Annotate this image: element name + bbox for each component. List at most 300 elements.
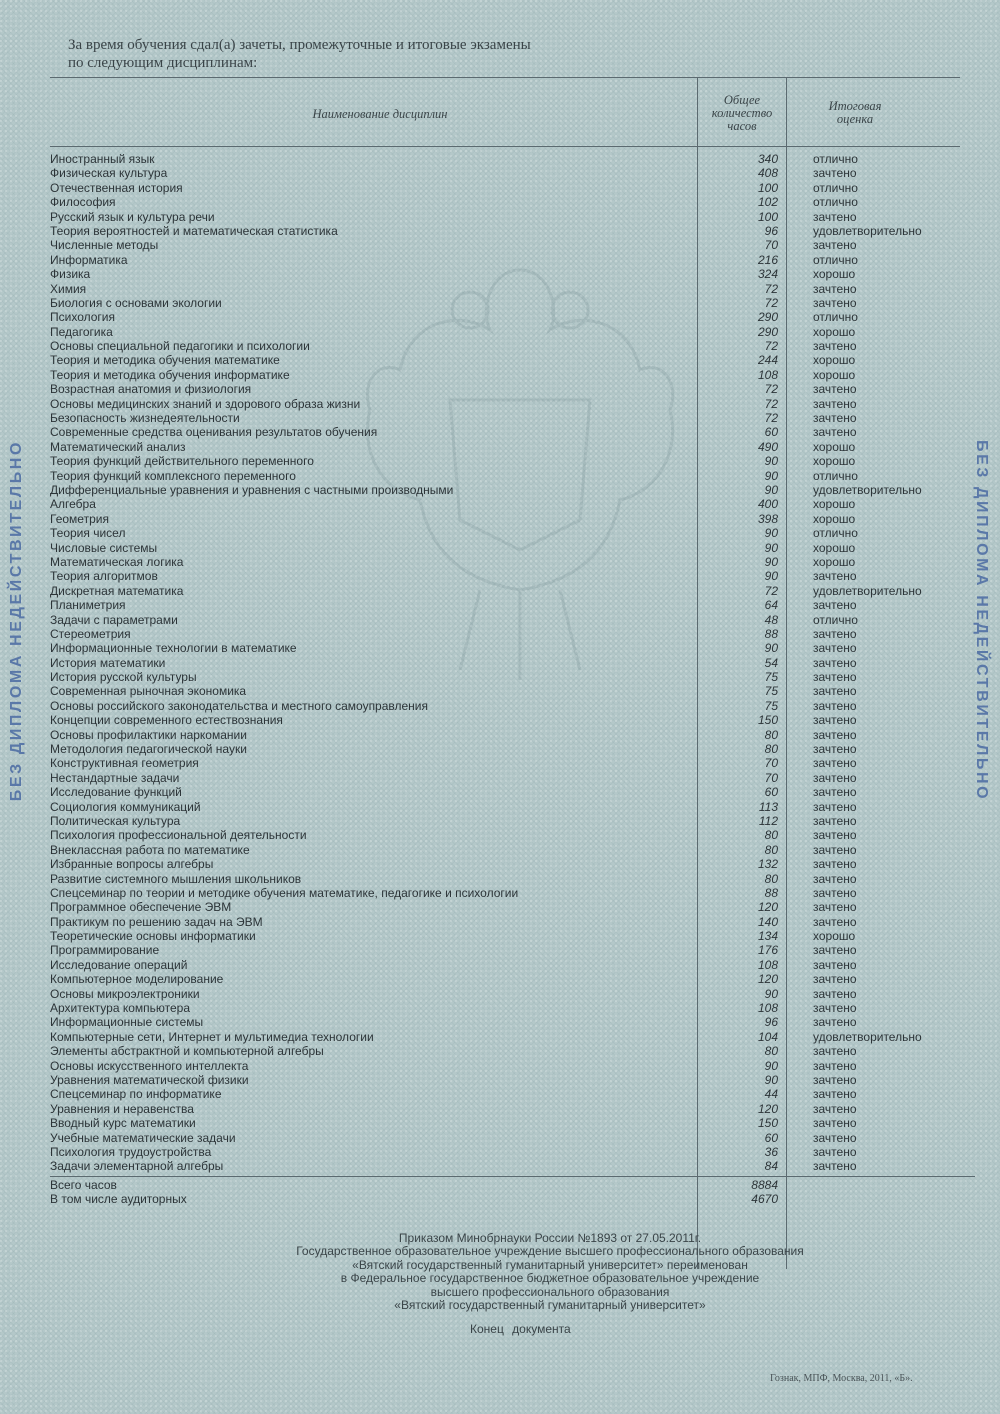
discipline-hours: 80 bbox=[764, 842, 778, 857]
discipline-hours: 36 bbox=[764, 1144, 778, 1159]
discipline-grade: зачтено bbox=[813, 957, 857, 972]
discipline-name: Теория и методика обучения информатике bbox=[50, 367, 290, 382]
totals-row bbox=[50, 1192, 950, 1206]
header-top-rule bbox=[50, 77, 960, 78]
discipline-hours: 102 bbox=[757, 195, 778, 210]
discipline-grade: хорошо bbox=[813, 367, 856, 382]
discipline-hours: 72 bbox=[764, 396, 778, 411]
discipline-hours: 80 bbox=[764, 1044, 778, 1059]
discipline-grade: зачтено bbox=[813, 943, 857, 958]
table-row bbox=[50, 411, 950, 425]
discipline-name: Теория чисел bbox=[50, 526, 126, 541]
header-bottom-rule bbox=[50, 146, 960, 147]
table-row bbox=[50, 972, 950, 986]
discipline-name: Теория вероятностей и математическая статистика bbox=[50, 223, 338, 238]
discipline-grade: зачтено bbox=[813, 770, 857, 785]
discipline-hours: 84 bbox=[764, 1159, 778, 1174]
table-row bbox=[50, 987, 950, 1001]
table-row bbox=[50, 943, 950, 957]
discipline-hours: 132 bbox=[757, 857, 778, 872]
discipline-grade: зачтено bbox=[813, 813, 857, 828]
discipline-grade: зачтено bbox=[813, 972, 857, 987]
discipline-name: Возрастная анатомия и физиология bbox=[50, 382, 252, 397]
discipline-hours: 80 bbox=[764, 828, 778, 843]
table-row bbox=[50, 728, 950, 742]
totals-row bbox=[50, 1178, 950, 1192]
discipline-hours: 340 bbox=[757, 152, 778, 166]
discipline-grade: зачтено bbox=[813, 914, 857, 929]
footer-line: «Вятский государственный гуманитарный университет» bbox=[394, 1298, 706, 1313]
discipline-hours: 244 bbox=[757, 353, 778, 368]
intro-line-1: За время обучения сдал(а) зачеты, промежуточные и итоговые экзамены bbox=[68, 37, 531, 53]
discipline-hours: 90 bbox=[764, 454, 778, 469]
table-row bbox=[50, 397, 950, 411]
footer-note bbox=[180, 1232, 920, 1312]
discipline-hours: 398 bbox=[757, 511, 778, 526]
table-row bbox=[50, 1001, 950, 1015]
discipline-grade: зачтено bbox=[813, 396, 857, 411]
discipline-name: Алгебра bbox=[50, 497, 96, 512]
table-row bbox=[50, 526, 950, 540]
discipline-name: Психология профессиональной деятельности bbox=[50, 828, 307, 843]
discipline-name: История русской культуры bbox=[50, 670, 197, 685]
discipline-name: Отечественная история bbox=[50, 180, 183, 195]
discipline-hours: 60 bbox=[764, 1130, 778, 1145]
discipline-hours: 60 bbox=[764, 785, 778, 800]
discipline-hours: 96 bbox=[764, 223, 778, 238]
table-row bbox=[50, 886, 950, 900]
discipline-hours: 290 bbox=[757, 310, 778, 325]
discipline-name: Основы профилактики наркомании bbox=[50, 727, 247, 742]
table-row bbox=[50, 339, 950, 353]
discipline-name: Задачи с параметрами bbox=[50, 612, 178, 627]
table-row bbox=[50, 872, 950, 886]
table-row bbox=[50, 555, 950, 569]
discipline-name: Геометрия bbox=[50, 511, 109, 526]
discipline-grade: зачтено bbox=[813, 1130, 857, 1145]
discipline-grade: удовлетворительно bbox=[813, 1029, 922, 1044]
table-row bbox=[50, 1145, 950, 1159]
discipline-grade: хорошо bbox=[813, 497, 856, 512]
discipline-name: Исследование операций bbox=[50, 957, 188, 972]
totals-label: В том числе аудиторных bbox=[50, 1192, 187, 1207]
discipline-hours: 90 bbox=[764, 468, 778, 483]
discipline-grade: зачтено bbox=[813, 742, 857, 757]
discipline-grade: хорошо bbox=[813, 439, 856, 454]
footer-line: Приказом Минобрнауки России №1893 от 27.05.2011г. bbox=[398, 1231, 702, 1245]
discipline-name: Численные методы bbox=[50, 238, 159, 253]
discipline-name: Методология педагогической науки bbox=[50, 742, 247, 757]
discipline-hours: 75 bbox=[764, 684, 778, 699]
discipline-grade: хорошо bbox=[813, 511, 856, 526]
discipline-name: Основы искусственного интеллекта bbox=[50, 1058, 249, 1073]
discipline-hours: 108 bbox=[757, 1001, 778, 1016]
discipline-hours: 104 bbox=[757, 1029, 778, 1044]
table-row bbox=[50, 1073, 950, 1087]
table-row bbox=[50, 1015, 950, 1029]
discipline-grade: зачтено bbox=[813, 238, 857, 253]
discipline-grade: зачтено bbox=[813, 986, 857, 1001]
footer-line: высшего профессионального образования bbox=[430, 1284, 670, 1299]
discipline-grade: зачтено bbox=[813, 382, 857, 397]
discipline-grade: зачтено bbox=[813, 1058, 857, 1073]
discipline-hours: 72 bbox=[764, 295, 778, 310]
discipline-name: Политическая культура bbox=[50, 813, 181, 828]
discipline-name: Русский язык и культура речи bbox=[50, 209, 215, 224]
discipline-grade: удовлетворительно bbox=[813, 482, 922, 497]
discipline-name: Педагогика bbox=[50, 324, 113, 339]
discipline-name: История математики bbox=[50, 655, 166, 670]
discipline-grade: удовлетворительно bbox=[813, 223, 922, 238]
table-row bbox=[50, 1159, 950, 1173]
table-row bbox=[50, 598, 950, 612]
validity-notice-left: БЕЗ ДИПЛОМА НЕДЕЙСТВИТЕЛЬНО bbox=[8, 440, 25, 802]
discipline-grade: зачтено bbox=[813, 670, 857, 685]
table-row bbox=[50, 382, 950, 396]
discipline-grade: зачтено bbox=[813, 598, 857, 613]
discipline-name: Информационные системы bbox=[50, 1015, 204, 1030]
footer-line: «Вятский государственный гуманитарный университет» переименован bbox=[352, 1257, 748, 1272]
discipline-grade: зачтено bbox=[813, 785, 857, 800]
totals-rule bbox=[50, 1176, 975, 1177]
discipline-hours: 490 bbox=[757, 439, 778, 454]
discipline-hours: 290 bbox=[757, 324, 778, 339]
discipline-name: Практикум по решению задач на ЭВМ bbox=[50, 914, 263, 929]
discipline-grade: зачтено bbox=[813, 857, 857, 872]
discipline-name: Химия bbox=[50, 281, 87, 296]
discipline-name: Теоретические основы информатики bbox=[50, 929, 256, 944]
table-row bbox=[50, 742, 950, 756]
discipline-hours: 48 bbox=[764, 612, 778, 627]
discipline-name: Современная рыночная экономика bbox=[50, 684, 247, 699]
discipline-name: Программное обеспечение ЭВМ bbox=[50, 900, 232, 915]
discipline-name: Философия bbox=[50, 195, 116, 210]
discipline-name: Компьютерные сети, Интернет и мультимедиа технологии bbox=[50, 1029, 374, 1044]
table-row bbox=[50, 310, 950, 324]
discipline-name: Архитектура компьютера bbox=[50, 1001, 191, 1016]
discipline-grade: зачтено bbox=[813, 871, 857, 886]
discipline-grade: зачтено bbox=[813, 1101, 857, 1116]
discipline-hours: 150 bbox=[757, 713, 778, 728]
table-row bbox=[50, 613, 950, 627]
discipline-hours: 90 bbox=[764, 554, 778, 569]
table-row bbox=[50, 584, 950, 598]
table-row bbox=[50, 1131, 950, 1145]
discipline-grade: зачтено bbox=[813, 339, 857, 354]
discipline-hours: 60 bbox=[764, 425, 778, 440]
totals-hours: 8884 bbox=[751, 1178, 778, 1192]
discipline-grade: отлично bbox=[813, 252, 858, 267]
discipline-name: Информационные технологии в математике bbox=[50, 641, 297, 656]
discipline-name: Основы российского законодательства и местного самоуправления bbox=[50, 698, 429, 713]
discipline-hours: 120 bbox=[757, 972, 778, 987]
discipline-name: Математическая логика bbox=[50, 554, 184, 569]
discipline-name: Физическая культура bbox=[50, 166, 168, 181]
discipline-hours: 44 bbox=[764, 1087, 778, 1102]
table-row bbox=[50, 814, 950, 828]
discipline-hours: 75 bbox=[764, 670, 778, 685]
discipline-name: Информатика bbox=[50, 252, 128, 267]
discipline-grade: отлично bbox=[813, 180, 858, 195]
table-row bbox=[50, 670, 950, 684]
discipline-hours: 70 bbox=[764, 770, 778, 785]
discipline-name: Математический анализ bbox=[50, 439, 186, 454]
printer-imprint: Гознак, МПФ, Москва, 2011, «Б». bbox=[770, 1373, 913, 1384]
discipline-grade: зачтено bbox=[813, 1044, 857, 1059]
discipline-name: Биология с основами экологии bbox=[50, 295, 222, 310]
table-row bbox=[50, 353, 950, 367]
discipline-hours: 72 bbox=[764, 281, 778, 296]
discipline-hours: 90 bbox=[764, 540, 778, 555]
discipline-grade: зачтено bbox=[813, 641, 857, 656]
table-row bbox=[50, 166, 950, 180]
discipline-hours: 90 bbox=[764, 526, 778, 541]
discipline-hours: 90 bbox=[764, 986, 778, 1001]
discipline-grade: хорошо bbox=[813, 324, 856, 339]
discipline-grade: зачтено bbox=[813, 727, 857, 742]
discipline-name: Физика bbox=[50, 267, 91, 282]
discipline-name: Нестандартные задачи bbox=[50, 770, 180, 785]
table-row bbox=[50, 656, 950, 670]
discipline-grade: зачтено bbox=[813, 425, 857, 440]
discipline-hours: 72 bbox=[764, 583, 778, 598]
discipline-hours: 408 bbox=[757, 166, 778, 181]
discipline-hours: 96 bbox=[764, 1015, 778, 1030]
discipline-hours: 90 bbox=[764, 482, 778, 497]
discipline-grade: зачтено bbox=[813, 1015, 857, 1030]
discipline-hours: 72 bbox=[764, 339, 778, 354]
discipline-name: Конструктивная геометрия bbox=[50, 756, 199, 771]
intro-line-2: по следующим дисциплинам: bbox=[68, 55, 258, 71]
discipline-grade: зачтено bbox=[813, 900, 857, 915]
discipline-name: Основы специальной педагогики и психологии bbox=[50, 339, 310, 354]
table-row bbox=[50, 756, 950, 770]
totals-label: Всего часов bbox=[50, 1178, 117, 1192]
table-row bbox=[50, 771, 950, 785]
discipline-hours: 400 bbox=[757, 497, 778, 512]
discipline-hours: 324 bbox=[757, 267, 778, 282]
footer-line: Государственное образовательное учреждение высшего профессионального образования bbox=[296, 1244, 804, 1259]
discipline-name: Дифференциальные уравнения и уравнения с частными производными bbox=[50, 482, 454, 497]
discipline-hours: 100 bbox=[757, 209, 778, 224]
discipline-hours: 108 bbox=[757, 367, 778, 382]
discipline-grade: зачтено bbox=[813, 1073, 857, 1087]
discipline-grade: хорошо bbox=[813, 540, 856, 555]
discipline-name: Теория алгоритмов bbox=[50, 569, 158, 584]
discipline-grade: хорошо bbox=[813, 267, 856, 282]
totals-hours: 4670 bbox=[751, 1192, 778, 1207]
table-row bbox=[50, 296, 950, 310]
discipline-name: Современные средства оценивания результатов обучения bbox=[50, 425, 378, 440]
discipline-grade: зачтено bbox=[813, 1116, 857, 1131]
discipline-hours: 75 bbox=[764, 698, 778, 713]
discipline-name: Иностранный язык bbox=[50, 152, 155, 166]
table-row bbox=[50, 152, 950, 166]
table-row bbox=[50, 1044, 950, 1058]
discipline-hours: 120 bbox=[757, 900, 778, 915]
discipline-name: Элементы абстрактной и компьютерной алгебры bbox=[50, 1044, 324, 1059]
discipline-name: Концепции современного естествознания bbox=[50, 713, 283, 728]
discipline-name: Программирование bbox=[50, 943, 160, 958]
discipline-grade: зачтено bbox=[813, 799, 857, 814]
table-row bbox=[50, 785, 950, 799]
discipline-name: Уравнения и неравенства bbox=[50, 1101, 194, 1116]
discipline-grade: зачтено bbox=[813, 1144, 857, 1159]
discipline-grade: отлично bbox=[813, 526, 858, 541]
discipline-name: Психология трудоустройства bbox=[50, 1144, 212, 1159]
discipline-grade: хорошо bbox=[813, 454, 856, 469]
discipline-name: Безопасность жизнедеятельности bbox=[50, 411, 240, 426]
discipline-name: Внеклассная работа по математике bbox=[50, 842, 250, 857]
header-name: Наименование дисциплин bbox=[312, 107, 448, 121]
discipline-name: Спецсеминар по теории и методике обучения математике, педагогике и психологии bbox=[50, 885, 519, 900]
discipline-hours: 120 bbox=[757, 1101, 778, 1116]
table-row bbox=[50, 1116, 950, 1130]
header-hours: Общее количество часов bbox=[711, 93, 773, 133]
discipline-name: Основы микроэлектроники bbox=[50, 986, 200, 1001]
discipline-name: Развитие системного мышления школьников bbox=[50, 871, 302, 886]
discipline-hours: 70 bbox=[764, 238, 778, 253]
table-row bbox=[50, 800, 950, 814]
table-row bbox=[50, 915, 950, 929]
table-row bbox=[50, 469, 950, 483]
discipline-grade: зачтено bbox=[813, 713, 857, 728]
table-row bbox=[50, 224, 950, 238]
discipline-name: Теория функций действительного переменного bbox=[50, 454, 314, 469]
discipline-hours: 88 bbox=[764, 885, 778, 900]
discipline-grade: зачтено bbox=[813, 756, 857, 771]
discipline-grade: хорошо bbox=[813, 554, 856, 569]
table-row bbox=[50, 684, 950, 698]
table-row bbox=[50, 267, 950, 281]
discipline-grade: зачтено bbox=[813, 655, 857, 670]
discipline-grade: зачтено bbox=[813, 885, 857, 900]
totals-block bbox=[50, 1178, 950, 1207]
discipline-hours: 88 bbox=[764, 626, 778, 641]
table-row bbox=[50, 541, 950, 555]
discipline-grade: зачтено bbox=[813, 166, 857, 181]
discipline-grade: зачтено bbox=[813, 1087, 857, 1102]
table-row bbox=[50, 210, 950, 224]
discipline-hours: 140 bbox=[757, 914, 778, 929]
discipline-name: Дискретная математика bbox=[50, 583, 184, 598]
table-row bbox=[50, 929, 950, 943]
discipline-grade: зачтено bbox=[813, 698, 857, 713]
discipline-grade: отлично bbox=[813, 195, 858, 210]
discipline-grade: зачтено bbox=[813, 684, 857, 699]
discipline-grade: зачтено bbox=[813, 411, 857, 426]
table-row bbox=[50, 958, 950, 972]
table-row bbox=[50, 238, 950, 252]
table-row bbox=[50, 512, 950, 526]
discipline-grade: отлично bbox=[813, 152, 858, 166]
discipline-hours: 108 bbox=[757, 957, 778, 972]
discipline-grade: зачтено bbox=[813, 281, 857, 296]
table-row bbox=[50, 900, 950, 914]
discipline-grade: удовлетворительно bbox=[813, 583, 922, 598]
table-row bbox=[50, 497, 950, 511]
table-row bbox=[50, 641, 950, 655]
discipline-hours: 112 bbox=[758, 813, 778, 828]
discipline-grade: зачтено bbox=[813, 626, 857, 641]
discipline-grade: зачтено bbox=[813, 209, 857, 224]
table-row bbox=[50, 1059, 950, 1073]
table-row bbox=[50, 253, 950, 267]
discipline-name: Задачи элементарной алгебры bbox=[50, 1159, 224, 1174]
table-row bbox=[50, 440, 950, 454]
discipline-hours: 100 bbox=[757, 180, 778, 195]
table-row bbox=[50, 1102, 950, 1116]
table-row bbox=[50, 627, 950, 641]
discipline-name: Психология bbox=[50, 310, 115, 325]
discipline-name: Стереометрия bbox=[50, 626, 131, 641]
discipline-grade: зачтено bbox=[813, 295, 857, 310]
table-row bbox=[50, 843, 950, 857]
intro-text bbox=[68, 36, 668, 72]
validity-notice-right: БЕЗ ДИПЛОМА НЕДЕЙСТВИТЕЛЬНО bbox=[973, 440, 990, 802]
table-row bbox=[50, 857, 950, 871]
discipline-hours: 113 bbox=[758, 799, 778, 814]
table-row bbox=[50, 195, 950, 209]
discipline-hours: 80 bbox=[764, 742, 778, 757]
table-row bbox=[50, 1087, 950, 1101]
discipline-hours: 80 bbox=[764, 871, 778, 886]
table-row bbox=[50, 713, 950, 727]
table-row bbox=[50, 569, 950, 583]
end-of-document: Конец документа bbox=[470, 1322, 571, 1336]
discipline-hours: 90 bbox=[764, 569, 778, 584]
discipline-grade: зачтено bbox=[813, 1159, 857, 1174]
discipline-name: Избранные вопросы алгебры bbox=[50, 857, 214, 872]
discipline-grade: отлично bbox=[813, 310, 858, 325]
discipline-hours: 70 bbox=[764, 756, 778, 771]
discipline-hours: 176 bbox=[757, 943, 778, 958]
table-row bbox=[50, 1030, 950, 1044]
discipline-grade: зачтено bbox=[813, 842, 857, 857]
discipline-hours: 64 bbox=[764, 598, 778, 613]
discipline-hours: 90 bbox=[764, 1073, 778, 1087]
table-row bbox=[50, 454, 950, 468]
discipline-hours: 72 bbox=[764, 382, 778, 397]
discipline-name: Планиметрия bbox=[50, 598, 126, 613]
discipline-hours: 54 bbox=[764, 655, 778, 670]
header-grade: Итоговая оценка bbox=[828, 99, 882, 126]
discipline-name: Компьютерное моделирование bbox=[50, 972, 224, 987]
discipline-grade: отлично bbox=[813, 612, 858, 627]
table-row bbox=[50, 425, 950, 439]
discipline-name: Исследование функций bbox=[50, 785, 182, 800]
discipline-hours: 80 bbox=[764, 727, 778, 742]
discipline-grade: хорошо bbox=[813, 353, 856, 368]
discipline-name: Теория и методика обучения математике bbox=[50, 353, 280, 368]
footer-line: в Федеральное государственное бюджетное образовательное учреждение bbox=[340, 1271, 760, 1286]
discipline-name: Спецсеминар по информатике bbox=[50, 1087, 222, 1102]
discipline-grade: зачтено bbox=[813, 1001, 857, 1016]
discipline-name: Учебные математические задачи bbox=[50, 1130, 236, 1145]
discipline-hours: 72 bbox=[764, 411, 778, 426]
table-row bbox=[50, 282, 950, 296]
disciplines-table bbox=[50, 152, 950, 1174]
discipline-hours: 150 bbox=[757, 1116, 778, 1131]
discipline-name: Уравнения математической физики bbox=[50, 1073, 249, 1087]
table-row bbox=[50, 828, 950, 842]
discipline-hours: 216 bbox=[757, 252, 778, 267]
discipline-name: Числовые системы bbox=[50, 540, 158, 555]
discipline-name: Теория функций комплексного переменного bbox=[50, 468, 296, 483]
discipline-name: Основы медицинских знаний и здорового образа жизни bbox=[50, 396, 361, 411]
table-row bbox=[50, 368, 950, 382]
table-row bbox=[50, 325, 950, 339]
